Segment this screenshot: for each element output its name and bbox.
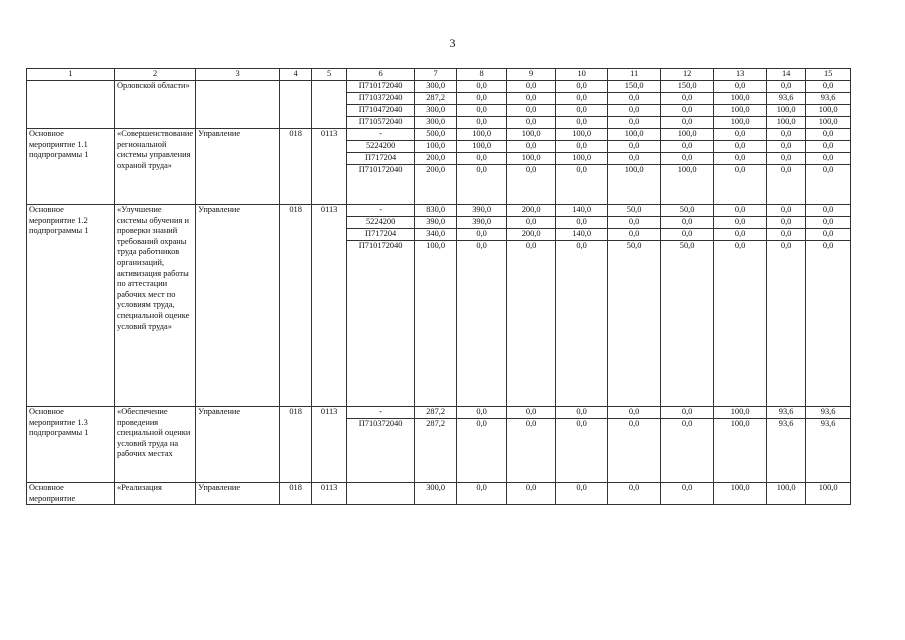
amount-cell: 140,0: [556, 205, 608, 217]
column-header: 15: [806, 69, 851, 81]
amount-cell: 0,0: [608, 419, 661, 483]
amount-cell: 100,0: [661, 129, 714, 141]
column-header: 13: [714, 69, 767, 81]
amount-cell: 50,0: [661, 205, 714, 217]
code-grbs-cell: 018: [280, 205, 312, 407]
amount-cell: 300,0: [415, 105, 457, 117]
amount-cell: 200,0: [415, 165, 457, 205]
amount-cell: 0,0: [806, 141, 851, 153]
amount-cell: 0,0: [608, 407, 661, 419]
target-article-cell: П710372040: [347, 419, 415, 483]
activity-description-cell: «Реализация: [115, 483, 196, 505]
table-row: [27, 407, 851, 419]
amount-cell: 0,0: [507, 165, 556, 205]
amount-cell: 100,0: [714, 407, 767, 419]
amount-cell: 93,6: [767, 93, 806, 105]
target-article-cell: -: [347, 205, 415, 217]
amount-cell: 0,0: [806, 129, 851, 141]
amount-cell: 830,0: [415, 205, 457, 217]
column-header: 2: [115, 69, 196, 81]
amount-cell: 0,0: [714, 217, 767, 229]
column-header: 5: [312, 69, 347, 81]
amount-cell: 0,0: [806, 217, 851, 229]
amount-cell: 0,0: [556, 81, 608, 93]
amount-cell: 0,0: [767, 153, 806, 165]
amount-cell: 0,0: [457, 229, 507, 241]
column-header: 9: [507, 69, 556, 81]
column-header: 11: [608, 69, 661, 81]
amount-cell: 150,0: [608, 81, 661, 93]
column-header: 1: [27, 69, 115, 81]
amount-cell: 100,0: [806, 105, 851, 117]
amount-cell: 0,0: [507, 407, 556, 419]
amount-cell: 0,0: [608, 153, 661, 165]
amount-cell: 100,0: [507, 153, 556, 165]
amount-cell: 93,6: [767, 407, 806, 419]
amount-cell: 0,0: [556, 141, 608, 153]
amount-cell: 93,6: [806, 93, 851, 105]
column-header: 10: [556, 69, 608, 81]
amount-cell: 0,0: [661, 105, 714, 117]
amount-cell: 287,2: [415, 93, 457, 105]
amount-cell: 93,6: [806, 407, 851, 419]
amount-cell: 200,0: [415, 153, 457, 165]
amount-cell: 0,0: [767, 165, 806, 205]
target-article-cell: П710372040: [347, 93, 415, 105]
amount-cell: 0,0: [661, 419, 714, 483]
column-header: 4: [280, 69, 312, 81]
code-rzpr-cell: 0113: [312, 129, 347, 205]
amount-cell: 0,0: [457, 241, 507, 407]
column-number-row: [27, 69, 851, 81]
target-article-cell: П710172040: [347, 81, 415, 93]
code-grbs-cell: [280, 81, 312, 129]
amount-cell: 100,0: [556, 153, 608, 165]
amount-cell: 0,0: [661, 153, 714, 165]
amount-cell: 0,0: [457, 153, 507, 165]
amount-cell: 0,0: [556, 93, 608, 105]
amount-cell: 0,0: [556, 419, 608, 483]
target-article-cell: П717204: [347, 229, 415, 241]
table-row: [27, 81, 851, 93]
amount-cell: 0,0: [767, 217, 806, 229]
code-rzpr-cell: 0113: [312, 483, 347, 505]
amount-cell: 0,0: [806, 241, 851, 407]
activity-name-cell: Основное мероприятие: [27, 483, 115, 505]
amount-cell: 200,0: [507, 229, 556, 241]
target-article-cell: 5224200: [347, 141, 415, 153]
column-header: 12: [661, 69, 714, 81]
column-header: 6: [347, 69, 415, 81]
amount-cell: 100,0: [661, 165, 714, 205]
amount-cell: 100,0: [507, 129, 556, 141]
budget-table: [26, 68, 851, 505]
amount-cell: 100,0: [714, 105, 767, 117]
column-header: 8: [457, 69, 507, 81]
amount-cell: 0,0: [608, 105, 661, 117]
amount-cell: 0,0: [556, 483, 608, 505]
amount-cell: 100,0: [608, 165, 661, 205]
amount-cell: 0,0: [457, 165, 507, 205]
executor-cell: Управление: [196, 407, 280, 483]
amount-cell: 0,0: [507, 117, 556, 129]
amount-cell: 100,0: [806, 117, 851, 129]
page-number: 3: [449, 36, 456, 50]
amount-cell: 0,0: [608, 117, 661, 129]
activity-name-cell: Основное мероприятие 1.2 подпрограммы 1: [27, 205, 115, 407]
target-article-cell: П710472040: [347, 105, 415, 117]
amount-cell: 0,0: [608, 141, 661, 153]
code-grbs-cell: 018: [280, 129, 312, 205]
amount-cell: 500,0: [415, 129, 457, 141]
amount-cell: 200,0: [507, 205, 556, 217]
column-header: 14: [767, 69, 806, 81]
amount-cell: 0,0: [714, 141, 767, 153]
code-rzpr-cell: [312, 81, 347, 129]
activity-name-cell: Основное мероприятие 1.1 подпрограммы 1: [27, 129, 115, 205]
amount-cell: 0,0: [507, 483, 556, 505]
amount-cell: 0,0: [714, 165, 767, 205]
activity-name-cell: [27, 81, 115, 129]
table-row: [27, 205, 851, 217]
amount-cell: 100,0: [714, 419, 767, 483]
target-article-cell: П710172040: [347, 241, 415, 407]
amount-cell: 100,0: [608, 129, 661, 141]
amount-cell: 0,0: [608, 229, 661, 241]
amount-cell: 0,0: [661, 229, 714, 241]
code-grbs-cell: 018: [280, 483, 312, 505]
target-article-cell: 5224200: [347, 217, 415, 229]
amount-cell: 390,0: [457, 217, 507, 229]
amount-cell: 0,0: [457, 117, 507, 129]
amount-cell: 300,0: [415, 81, 457, 93]
amount-cell: 390,0: [457, 205, 507, 217]
activity-description-cell: «Улучшение системы обучения и проверки знаний требований охраны труда работников организаций, активизация работы по аттестации рабочих мест по условиям труда, специальной оценке условий труда»: [115, 205, 196, 407]
amount-cell: 0,0: [661, 93, 714, 105]
amount-cell: 100,0: [415, 141, 457, 153]
amount-cell: 0,0: [556, 165, 608, 205]
amount-cell: 0,0: [714, 153, 767, 165]
amount-cell: 0,0: [608, 217, 661, 229]
amount-cell: 0,0: [556, 241, 608, 407]
amount-cell: 0,0: [507, 105, 556, 117]
column-header: 7: [415, 69, 457, 81]
amount-cell: 0,0: [806, 165, 851, 205]
amount-cell: 0,0: [507, 93, 556, 105]
amount-cell: 0,0: [556, 407, 608, 419]
amount-cell: 50,0: [608, 241, 661, 407]
amount-cell: 0,0: [457, 419, 507, 483]
amount-cell: 390,0: [415, 217, 457, 229]
amount-cell: 0,0: [661, 217, 714, 229]
amount-cell: 300,0: [415, 483, 457, 505]
target-article-cell: [347, 483, 415, 505]
amount-cell: 140,0: [556, 229, 608, 241]
amount-cell: 0,0: [806, 229, 851, 241]
amount-cell: 0,0: [457, 407, 507, 419]
amount-cell: 0,0: [806, 153, 851, 165]
amount-cell: 0,0: [714, 81, 767, 93]
amount-cell: 0,0: [661, 407, 714, 419]
amount-cell: 0,0: [714, 241, 767, 407]
amount-cell: 50,0: [661, 241, 714, 407]
amount-cell: 0,0: [507, 217, 556, 229]
amount-cell: 100,0: [767, 117, 806, 129]
table-body: [27, 81, 851, 505]
amount-cell: 93,6: [767, 419, 806, 483]
amount-cell: 0,0: [714, 229, 767, 241]
column-header: 3: [196, 69, 280, 81]
amount-cell: 0,0: [806, 205, 851, 217]
target-article-cell: -: [347, 407, 415, 419]
amount-cell: 0,0: [457, 105, 507, 117]
code-rzpr-cell: 0113: [312, 407, 347, 483]
activity-description-cell: Орловской области»: [115, 81, 196, 129]
activity-description-cell: «Обеспечение проведения специальной оценки условий труда на рабочих местах: [115, 407, 196, 483]
amount-cell: 340,0: [415, 229, 457, 241]
amount-cell: 300,0: [415, 117, 457, 129]
amount-cell: 0,0: [806, 81, 851, 93]
amount-cell: 0,0: [661, 483, 714, 505]
amount-cell: 0,0: [507, 81, 556, 93]
target-article-cell: П710172040: [347, 165, 415, 205]
amount-cell: 100,0: [806, 483, 851, 505]
amount-cell: 287,2: [415, 419, 457, 483]
amount-cell: 0,0: [767, 81, 806, 93]
amount-cell: 93,6: [806, 419, 851, 483]
code-rzpr-cell: 0113: [312, 205, 347, 407]
activity-name-cell: Основное мероприятие 1.3 подпрограммы 1: [27, 407, 115, 483]
amount-cell: 100,0: [767, 105, 806, 117]
table-row: [27, 129, 851, 141]
amount-cell: 100,0: [714, 483, 767, 505]
amount-cell: 100,0: [767, 483, 806, 505]
amount-cell: 100,0: [415, 241, 457, 407]
amount-cell: 0,0: [457, 81, 507, 93]
amount-cell: 0,0: [714, 205, 767, 217]
amount-cell: 0,0: [556, 117, 608, 129]
amount-cell: 0,0: [608, 93, 661, 105]
executor-cell: Управление: [196, 205, 280, 407]
amount-cell: 100,0: [714, 93, 767, 105]
amount-cell: 0,0: [767, 205, 806, 217]
amount-cell: 0,0: [507, 241, 556, 407]
amount-cell: 100,0: [714, 117, 767, 129]
executor-cell: [196, 81, 280, 129]
amount-cell: 287,2: [415, 407, 457, 419]
amount-cell: 0,0: [556, 217, 608, 229]
amount-cell: 0,0: [767, 229, 806, 241]
amount-cell: 0,0: [661, 117, 714, 129]
amount-cell: 0,0: [507, 419, 556, 483]
amount-cell: 150,0: [661, 81, 714, 93]
amount-cell: 0,0: [661, 141, 714, 153]
amount-cell: 100,0: [556, 129, 608, 141]
target-article-cell: П710572040: [347, 117, 415, 129]
amount-cell: 100,0: [457, 141, 507, 153]
target-article-cell: -: [347, 129, 415, 141]
amount-cell: 0,0: [608, 483, 661, 505]
executor-cell: Управление: [196, 483, 280, 505]
target-article-cell: П717204: [347, 153, 415, 165]
activity-description-cell: «Совершенствование региональной системы управления охраной труда»: [115, 129, 196, 205]
amount-cell: 0,0: [767, 141, 806, 153]
table-row: [27, 483, 851, 505]
amount-cell: 0,0: [767, 129, 806, 141]
amount-cell: 0,0: [507, 141, 556, 153]
code-grbs-cell: 018: [280, 407, 312, 483]
executor-cell: Управление: [196, 129, 280, 205]
amount-cell: 0,0: [714, 129, 767, 141]
amount-cell: 100,0: [457, 129, 507, 141]
amount-cell: 0,0: [767, 241, 806, 407]
amount-cell: 50,0: [608, 205, 661, 217]
amount-cell: 0,0: [457, 483, 507, 505]
amount-cell: 0,0: [556, 105, 608, 117]
amount-cell: 0,0: [457, 93, 507, 105]
